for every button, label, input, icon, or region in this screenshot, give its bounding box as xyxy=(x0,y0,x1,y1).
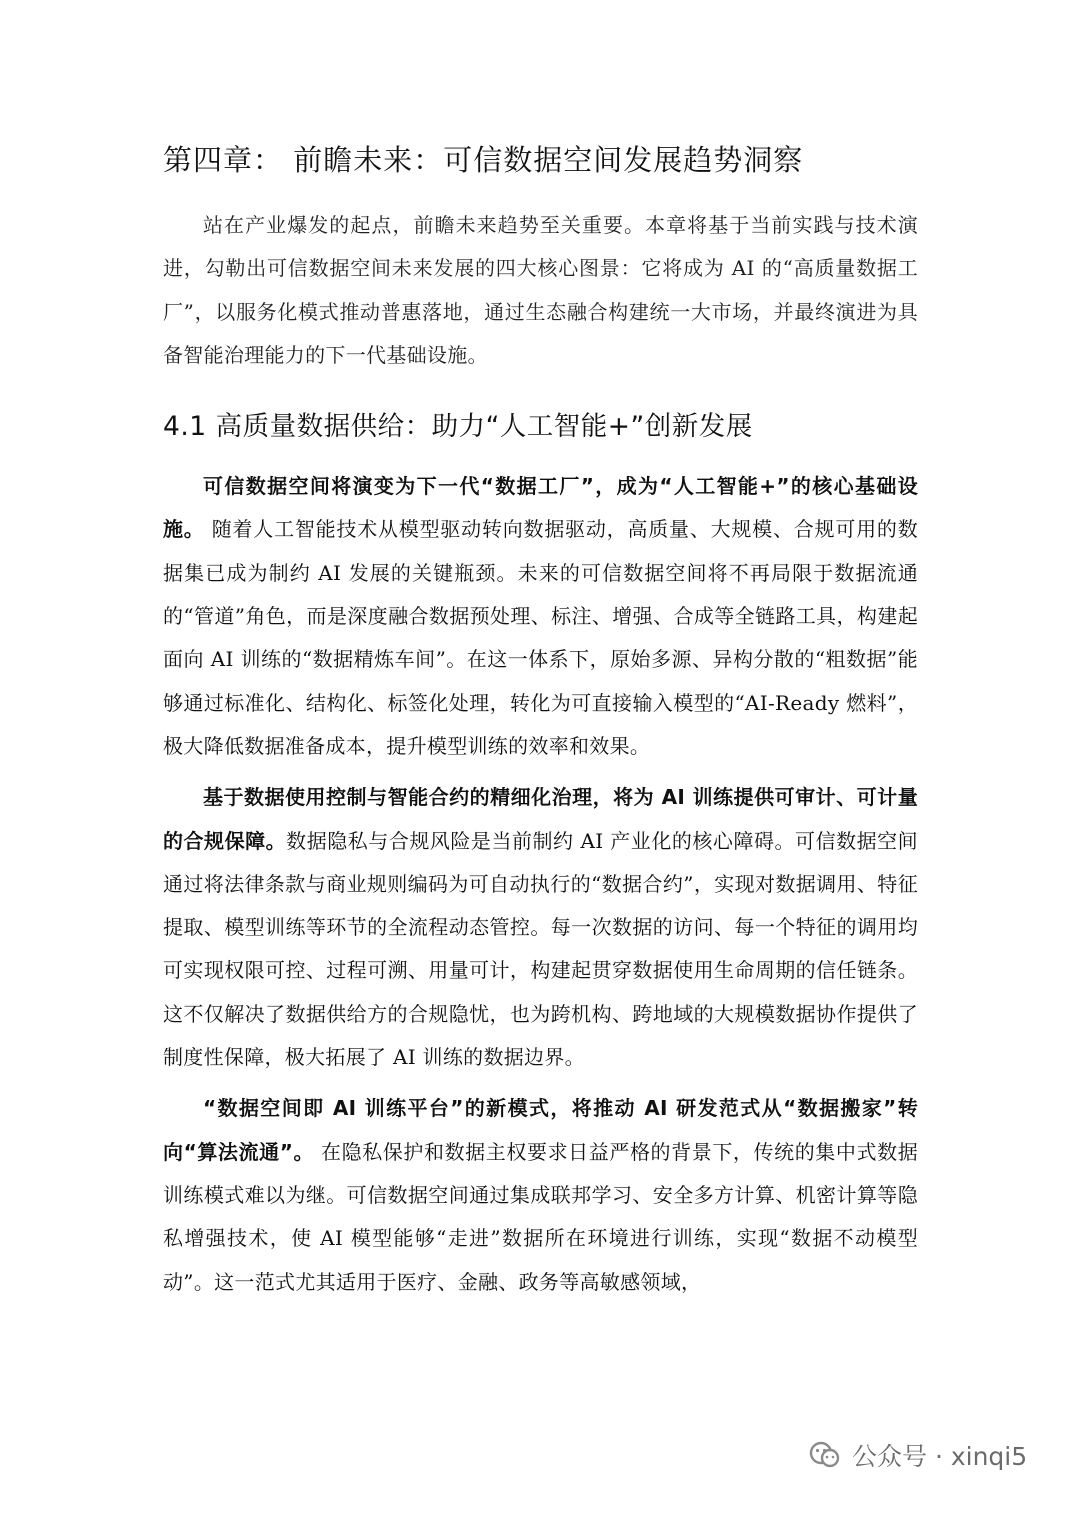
body-paragraph-2 xyxy=(163,776,918,1079)
body-paragraph-1 xyxy=(163,465,918,768)
paragraph-lead-3: “数据空间即 AI 训练平台”的新模式，将推动 AI 研发范式从“数据搬家”转向“算法流通”。 xyxy=(163,1096,918,1164)
section-title: 4.1 高质量数据供给：助力“人工智能+”创新发展 xyxy=(163,411,753,443)
document-page xyxy=(163,138,918,1312)
watermark-text: 公众号 · xinqi5 xyxy=(852,1442,1028,1471)
body-paragraph-3 xyxy=(163,1087,918,1303)
paragraph-body-3: 在隐私保护和数据主权要求日益严格的背景下，传统的集中式数据训练模式难以为继。可信数据空间通过集成联邦学习、安全多方计算、机密计算等隐私增强技术，使 AI 模型能够“走进”数据所在环境进行训练，实现“数据不动模型动”。这一范式尤其适用于医疗、金融、政务等高敏感领域， xyxy=(163,1139,918,1294)
watermark xyxy=(808,1433,1027,1477)
chapter-intro-paragraph: 站在产业爆发的起点，前瞻未来趋势至关重要。本章将基于当前实践与技术演进，勾勒出可信数据空间未来发展的四大核心图景：它将成为 AI 的“高质量数据工厂”，以服务化模式推动普惠落地，通过生态融合构建统一大市场，并最终演进为具备智能治理能力的下一代基础设施。 xyxy=(163,213,918,367)
paragraph-lead-1: 可信数据空间将演变为下一代“数据工厂”，成为“人工智能+”的核心基础设施。 xyxy=(163,474,918,542)
chapter-title: 第四章： 前瞻未来：可信数据空间发展趋势洞察 xyxy=(163,143,804,177)
wechat-official-account-icon xyxy=(808,1441,842,1469)
paragraph-body-2: 数据隐私与合规风险是当前制约 AI 产业化的核心障碍。可信数据空间通过将法律条款与商业规则编码为可自动执行的“数据合约”，实现对数据调用、特征提取、模型训练等环节的全流程动态管控。每一次数据的访问、每一个特征的调用均可实现权限可控、过程可溯、用量可计，构建起贯穿数据使用生命周期的信任链条。这不仅解决了数据供给方的合规隐忧，也为跨机构、跨地域的大规模数据协作提供了制度性保障，极大拓展了 AI 训练的数据边界。 xyxy=(163,828,918,1070)
paragraph-lead-2: 基于数据使用控制与智能合约的精细化治理，将为 AI 训练提供可审计、可计量的合规保障。 xyxy=(163,785,918,853)
paragraph-body-1: 随着人工智能技术从模型驱动转向数据驱动，高质量、大规模、合规可用的数据集已成为制约 AI 发展的关键瓶颈。未来的可信数据空间将不再局限于数据流通的“管道”角色，而是深度融合数据预处理、标注、增强、合成等全链路工具，构建起面向 AI 训练的“数据精炼车间”。在这一体系下，原始多源、异构分散的“粗数据”能够通过标准化、结构化、标签化处理，转化为可直接输入模型的“AI-Ready 燃料”，极大降低数据准备成本，提升模型训练的效率和效果。 xyxy=(163,517,918,758)
